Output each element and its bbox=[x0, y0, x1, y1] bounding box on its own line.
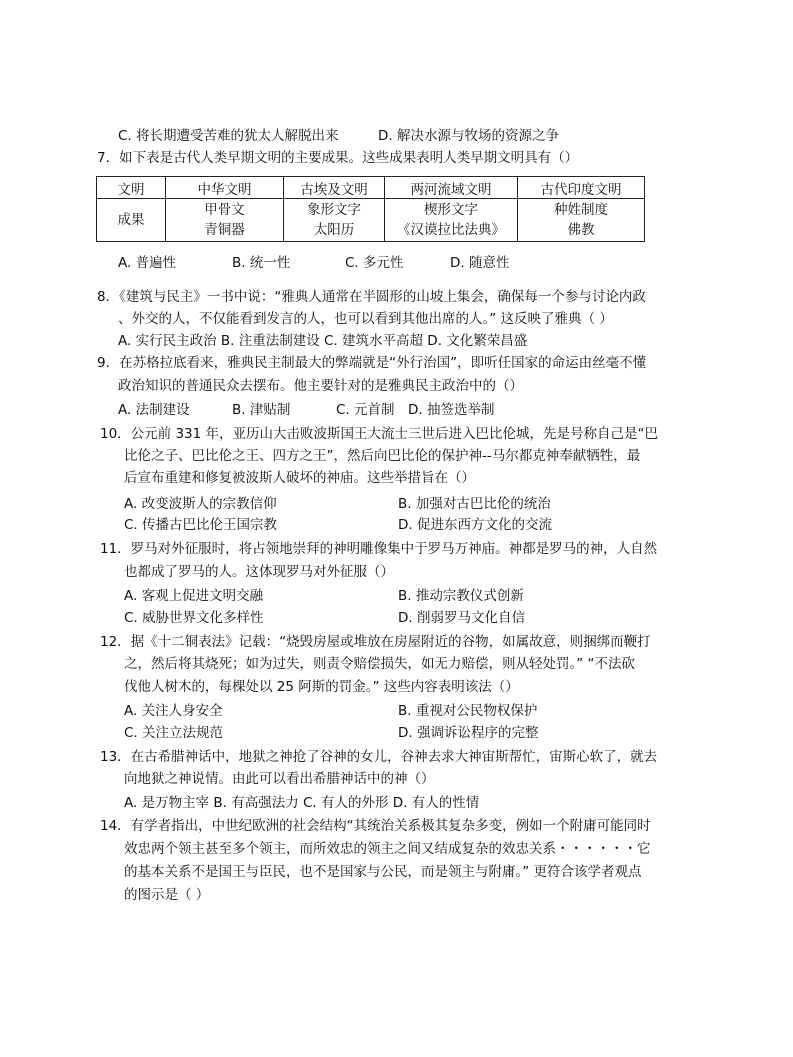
q13-stem-line1: 13．在古希腊神话中，地狱之神抢了谷神的女儿，谷神去求大神宙斯帮忙，宙斯心软了，就去 bbox=[100, 749, 658, 765]
q10-option-d: D. 促进东西方文化的交流 bbox=[398, 517, 552, 533]
table-header: 两河流域文明 bbox=[385, 177, 518, 199]
q12-option-d: D. 强调诉讼程序的完整 bbox=[398, 725, 539, 741]
q8-stem-line1: 8．《建筑与民主》一书中说：“雅典人通常在半圆形的山坡上集会，确保每一个参与讨论内政 bbox=[97, 289, 646, 305]
table-row-label: 成果 bbox=[97, 199, 166, 242]
table-cell: 甲骨文 青铜器 bbox=[166, 199, 284, 242]
q6-option-c: C. 将长期遭受苦难的犹太人解脱出来 bbox=[118, 128, 339, 144]
q14-stem-line1: 14．有学者指出，中世纪欧洲的社会结构“其统治关系极其复杂多变，例如一个附庸可能同时 bbox=[100, 818, 651, 834]
q11-option-b: B. 推动宗教仪式创新 bbox=[398, 588, 524, 604]
q7-stem: 7．如下表是古代人类早期文明的主要成果。这些成果表明人类早期文明具有（） bbox=[97, 150, 579, 166]
q8-options: A. 实行民主政治 B. 注重法制建设 C. 建筑水平高超 D. 文化繁荣昌盛 bbox=[118, 333, 528, 349]
q13-stem-line2: 向地狱之神说情。由此可以看出希腊神话中的神（） bbox=[124, 771, 435, 787]
q14-stem-line4: 的图示是（ ） bbox=[124, 887, 210, 903]
q12-option-a: A. 关注人身安全 bbox=[124, 703, 223, 719]
q9-option-a: A. 法制建设 bbox=[118, 402, 190, 418]
q12-stem-line1: 12．据《十二铜表法》记载：“烧毁房屋或堆放在房屋附近的谷物，如属故意，则捆绑而鞭打 bbox=[100, 634, 651, 650]
q11-option-c: C. 威胁世界文化多样性 bbox=[124, 610, 264, 626]
table-header: 古代印度文明 bbox=[518, 177, 645, 199]
q6-option-d: D. 解决水源与牧场的资源之争 bbox=[378, 128, 559, 144]
q11-option-a: A. 客观上促进文明交融 bbox=[124, 588, 264, 604]
q9-stem-line1: 9．在苏格拉底看来，雅典民主制最大的弊端就是“外行治国”，即听任国家的命运由丝毫不懂 bbox=[97, 355, 647, 371]
q8-stem-line2: 、外交的人，不仅能看到发言的人，也可以看到其他出席的人。” 这反映了雅典（ ） bbox=[118, 311, 613, 327]
q10-stem-line1: 10．公元前 331 年，亚历山大击败波斯国王大流士三世后进入巴比伦城，先是号称自己是“巴 bbox=[100, 426, 659, 442]
civilization-table bbox=[96, 176, 645, 242]
q12-stem-line3: 伐他人树木的，每棵处以 25 阿斯的罚金。” 这些内容表明该法（） bbox=[124, 679, 519, 695]
q10-option-c: C. 传播古巴比伦王国宗教 bbox=[124, 517, 278, 533]
q14-stem-line3: 的基本关系不是国王与臣民，也不是国家与公民，而是领主与附庸。” 更符合该学者观点 bbox=[124, 864, 642, 880]
q9-option-d: D. 抽签选举制 bbox=[408, 402, 495, 418]
q12-stem-line2: 之，然后将其烧死；如为过失，则责令赔偿损失，如无力赔偿，则从轻处罚。” “不法砍 bbox=[124, 656, 636, 672]
table-header: 中华文明 bbox=[166, 177, 284, 199]
table-cell: 种姓制度 佛教 bbox=[518, 199, 645, 242]
q10-stem-line3: 后宣布重建和修复被波斯人破坏的神庙。这些举措旨在（） bbox=[124, 470, 475, 486]
q14-stem-line2: 效忠两个领主甚至多个领主，而所效忠的领主之间又结成复杂的效忠关系・・・・・・它 bbox=[124, 841, 651, 857]
q7-option-b: B. 统一性 bbox=[232, 255, 291, 271]
q7-option-c: C. 多元性 bbox=[345, 255, 404, 271]
table-header: 古埃及文明 bbox=[284, 177, 385, 199]
q12-option-c: C. 关注立法规范 bbox=[124, 725, 224, 741]
q9-option-b: B. 津贴制 bbox=[232, 402, 291, 418]
q7-option-a: A. 普遍性 bbox=[118, 255, 177, 271]
q9-stem-line2: 政治知识的普通民众去摆布。他主要针对的是雅典民主政治中的（） bbox=[118, 378, 523, 394]
q11-stem-line2: 也都成了罗马的人。这体现罗马对外征服（） bbox=[124, 564, 394, 580]
q9-option-c: C. 元首制 bbox=[336, 402, 395, 418]
q12-option-b: B. 重视对公民物权保护 bbox=[398, 703, 538, 719]
table-header: 文明 bbox=[97, 177, 166, 199]
table-cell: 象形文字 太阳历 bbox=[284, 199, 385, 242]
q11-stem-line1: 11．罗马对外征服时，将占领地崇拜的神明雕像集中于罗马万神庙。神都是罗马的神，人自然 bbox=[100, 541, 658, 557]
q13-options: A. 是万物主宰 B. 有高强法力 C. 有人的外形 D. 有人的性情 bbox=[124, 795, 480, 811]
q11-option-d: D. 削弱罗马文化自信 bbox=[398, 610, 525, 626]
q10-option-b: B. 加强对古巴比伦的统治 bbox=[398, 496, 551, 512]
q10-stem-line2: 比伦之子、巴比伦之王、四方之王”，然后向巴比伦的保护神--马尔都克神奉献牺牲，最 bbox=[124, 448, 641, 464]
q10-option-a: A. 改变波斯人的宗教信仰 bbox=[124, 496, 277, 512]
table-cell: 楔形文字 《汉谟拉比法典》 bbox=[385, 199, 518, 242]
q7-option-d: D. 随意性 bbox=[450, 255, 510, 271]
